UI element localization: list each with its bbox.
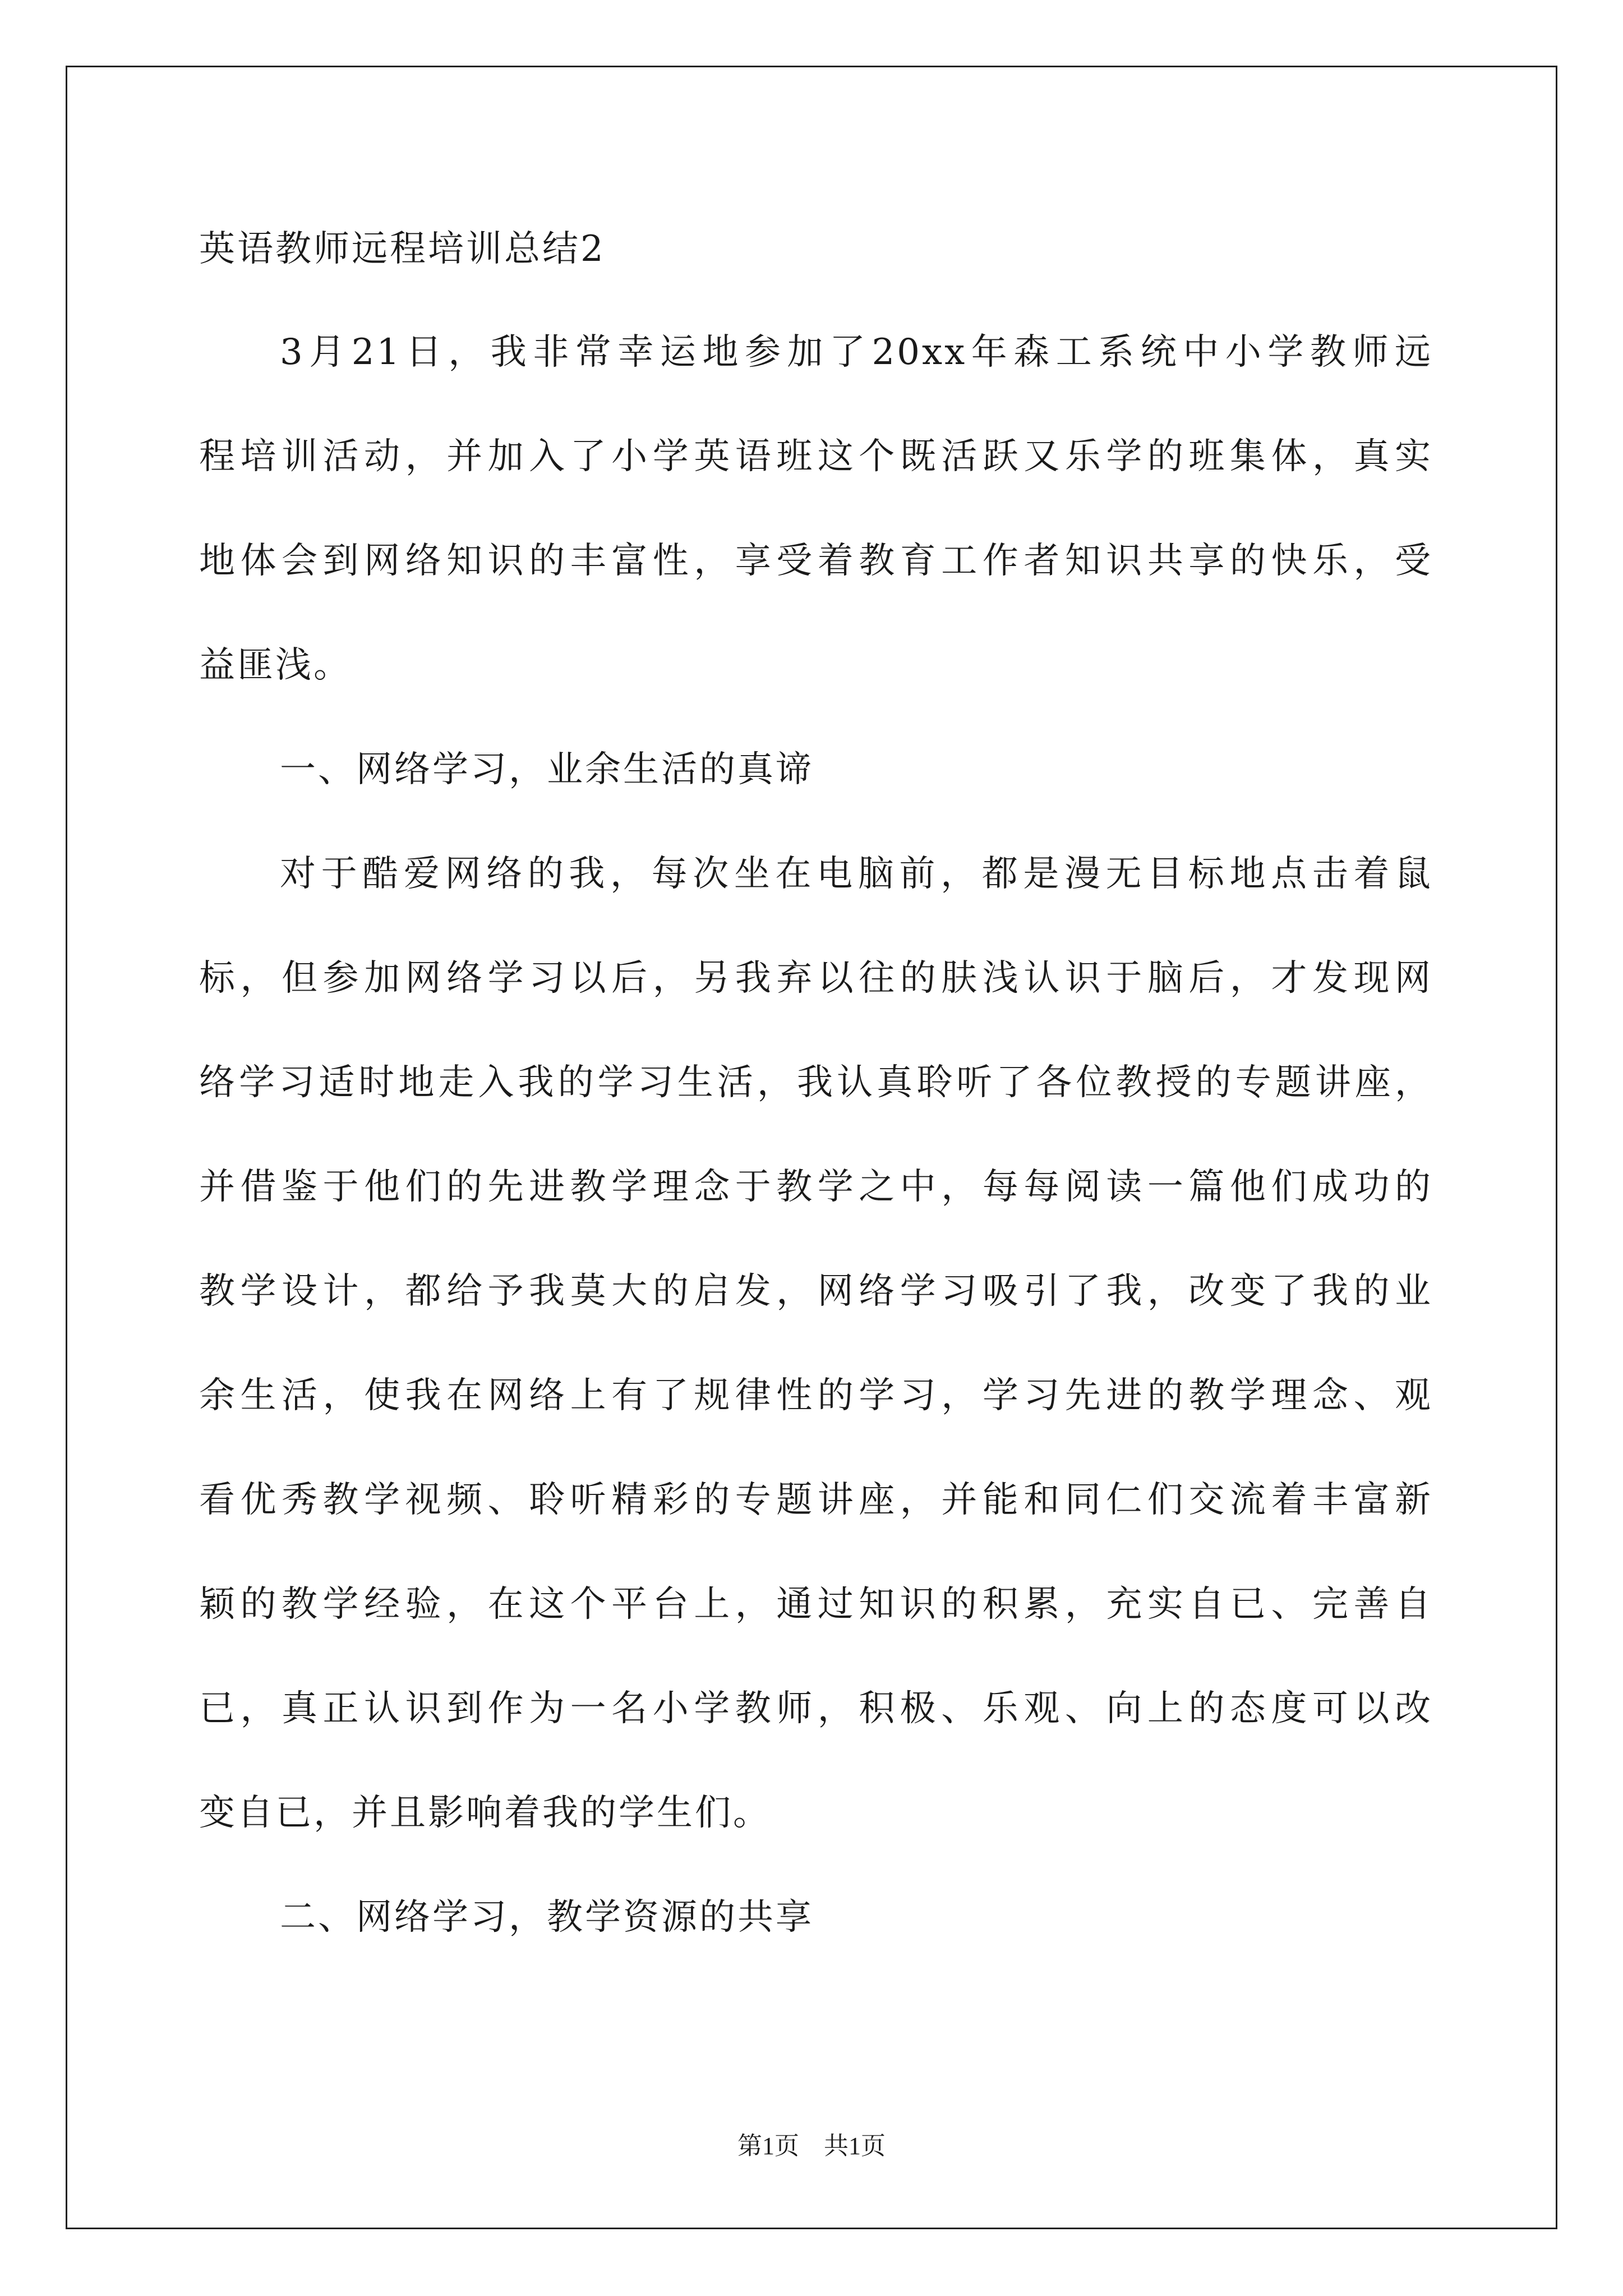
paragraph-line: 标，但参加网络学习以后，另我弃以往的肤浅认识于脑后，才发现网: [199, 958, 1433, 999]
paragraph-line: 地体会到网络知识的丰富性，享受着教育工作者知识共享的快乐，受: [199, 540, 1433, 582]
page-footer: [0, 2131, 1623, 2162]
paragraph-line: 益匪浅。: [199, 645, 352, 686]
paragraph-line: 络学习适时地走入我的学习生活，我认真聆听了各位教授的专题讲座，: [199, 1062, 1433, 1103]
paragraph-line: 3月21日，我非常幸运地参加了20xx年森工系统中小学教师远: [280, 332, 1433, 373]
paragraph-line: 颖的教学经验，在这个平台上，通过知识的积累，充实自已、完善自: [199, 1584, 1433, 1625]
paragraph-line: 程培训活动，并加入了小学英语班这个既活跃又乐学的班集体，真实: [199, 436, 1433, 477]
section-heading: 一、网络学习，业余生活的真谛: [280, 749, 814, 790]
paragraph-line: 看优秀教学视频、聆听精彩的专题讲座，并能和同仁们交流着丰富新: [199, 1479, 1433, 1521]
page-number: 第1页: [737, 2132, 799, 2160]
paragraph-line: 并借鉴于他们的先进教学理念于教学之中，每每阅读一篇他们成功的: [199, 1166, 1433, 1208]
section-heading: 二、网络学习，教学资源的共享: [280, 1897, 814, 1938]
paragraph-line: 对于酷爱网络的我，每次坐在电脑前，都是漫无目标地点击着鼠: [280, 853, 1433, 895]
paragraph-line: 教学设计，都给予我莫大的启发，网络学习吸引了我，改变了我的业: [199, 1271, 1433, 1312]
paragraph-line: 变自已，并且影响着我的学生们。: [199, 1792, 771, 1834]
document-title: 英语教师远程培训总结2: [199, 228, 606, 270]
page-total: 共1页: [824, 2132, 886, 2160]
paragraph-line: 余生活，使我在网络上有了规律性的学习，学习先进的教学理念、观: [199, 1375, 1433, 1416]
paragraph-line: 已，真正认识到作为一名小学教师，积极、乐观、向上的态度可以改: [199, 1688, 1433, 1729]
